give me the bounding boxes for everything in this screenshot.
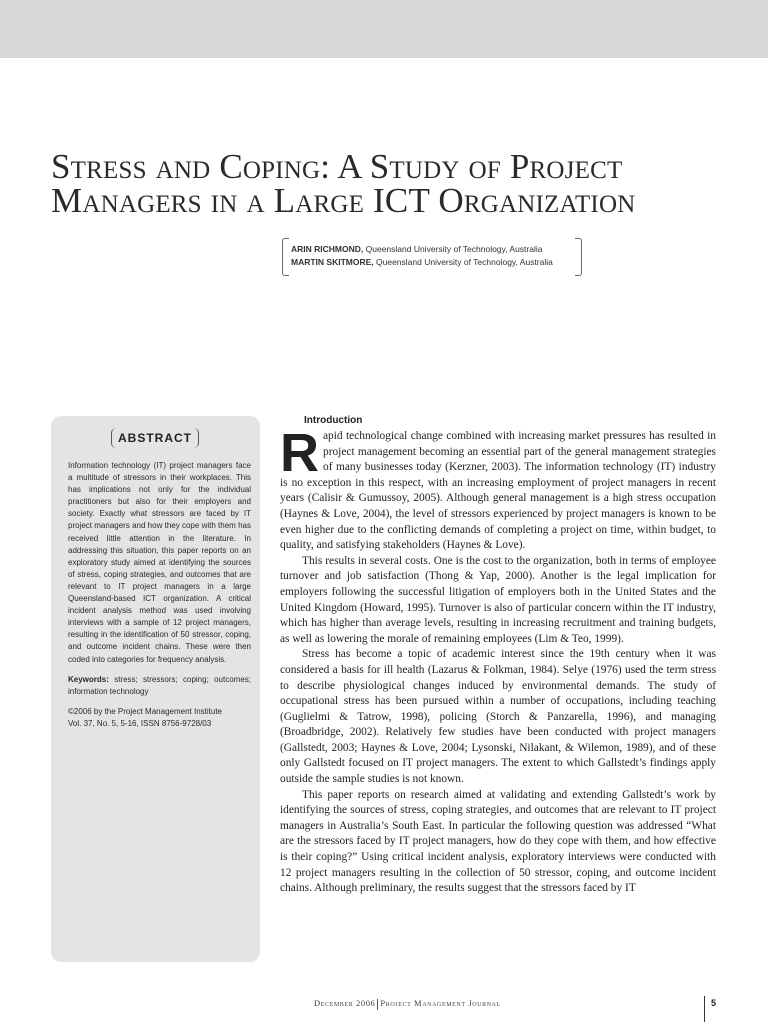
article-title [51, 147, 741, 220]
top-gray-band [0, 0, 768, 58]
paragraph-3: Stress has become a topic of academic interest since the 19th century when it was considered a basis for ill health (Lazarus & Folkman, 1984). Selye (1976) used the term stress to describe physiological changes induced by environmental demands. The study of occupational stress has been pursued within a number of occupations, including teaching (Guglielmi & Tatrow, 1998), policing (Storch & Panzarella, 1996), and managing (Broadbridge, 2002). Relatively few studies have been conducted with project managers (Gallstedt, 2003; Haynes & Love, 2004; Lysonski, Nilakant, & Wilemon, 1989), and of these only Gallstedt focused on IT project managers. The extent to which Gallstedt’s findings apply outside the sample studies is not known. [280, 648, 716, 786]
author-2 [291, 256, 553, 269]
abstract-box [51, 416, 260, 962]
author-2-affiliation: Queensland University of Technology, Australia [373, 257, 553, 267]
page-number: 5 [711, 998, 717, 1008]
author-bracket-right [575, 238, 582, 276]
author-bracket-left [282, 238, 289, 276]
copyright-line-1: ©2006 by the Project Management Institute [68, 706, 222, 716]
paragraph-2: This results in several costs. One is the cost to the organization, both in terms of employee turnover and job satisfaction (Thong & Yap, 2000). Another is the legal implication for employers following the successful litigation of employers both in the United States and the United Kingdom (Howard, 1995). Turnover is also of particular concern within the IT industry, which has higher than average levels, resulting in increasing recruitment and training budgets, as well as lowering the morale of remaining employees (Lim & Teo, 1999). [280, 554, 716, 645]
running-footer [314, 998, 501, 1010]
author-1 [291, 243, 553, 256]
keywords-list: stress; stressors; coping; outcomes; information technology [68, 674, 251, 696]
intro-heading: Introduction [304, 415, 363, 426]
title-line-1: Stress and Coping: A Study of Project [51, 147, 623, 186]
keywords-label: Keywords: [68, 674, 109, 684]
copyright-line-2: Vol. 37, No. 5, 5-16, ISSN 8756-9728/03 [68, 718, 212, 728]
abstract-keywords [68, 674, 251, 698]
abstract-heading: ABSTRACT [111, 428, 199, 448]
footer-separator [377, 999, 378, 1010]
author-1-name: ARIN RICHMOND, [291, 244, 364, 254]
drop-cap: R [280, 423, 319, 483]
page-number-rule [704, 996, 705, 1022]
author-block [282, 238, 582, 276]
paragraph-4: This paper reports on research aimed at validating and extending Gallstedt’s work by identifying the sources of stress, coping strategies, and outcomes that are relevant to IT project managers in Australia’s South East. In particular the following question was addressed “What are the stressors faced by IT project managers, how do they cope with them, and how effective is their coping?” Using critical incident analysis, exploratory interviews were conducted with 12 project managers resulting in the collection of 50 stressor, coping, and outcome incident chains. Although preliminary, the results suggest that the stressors faced by IT [280, 788, 716, 895]
abstract-content [68, 460, 251, 738]
body-text [280, 423, 716, 897]
footer-journal: Project Management Journal [380, 998, 501, 1008]
paragraph-1 [280, 423, 716, 554]
footer-date: December 2006 [314, 998, 376, 1008]
abstract-text: Information technology (IT) project managers face a multitude of stressors in their workplaces. This has implications not only for the individual practitioners but also for their employers and society. Exactly what stressors are faced by IT project managers and how they cope with them has received little attention in the literature. In addressing this situation, this paper reports on an exploratory study aimed at identifying the sources of stress, coping strategies, and outcomes that are relevant to IT project managers in a large Queensland-based ICT organization. A critical incident analysis method was used involving interviews with a sample of 12 project managers, resulting in the identification of 50 stressor, coping, and outcome incident chains. These were then coded into categories for frequency analysis. [68, 461, 251, 664]
paragraph-1-text: apid technological change combined with increasing market pressures has resulted in project management becoming an essential part of the general management strategies of many businesses today (Kerzner, 2003). The information technology (IT) industry is no exception in this respect, with an increasing employment of project managers in recent years (Calisir & Gumussoy, 2005). Although general management is a high stress occupation (Haynes & Love, 2004), the level of stressors experienced by project managers is known to be even higher due to the conflicting demands of completing a project on time, within budget, to quality, and satisfying stakeholders (Haynes & Love). [280, 430, 716, 552]
author-1-affiliation: Queensland University of Technology, Australia [363, 244, 543, 254]
copyright [68, 706, 251, 730]
author-2-name: MARTIN SKITMORE, [291, 257, 374, 267]
title-line-2: Managers in a Large ICT Organization [51, 181, 636, 220]
